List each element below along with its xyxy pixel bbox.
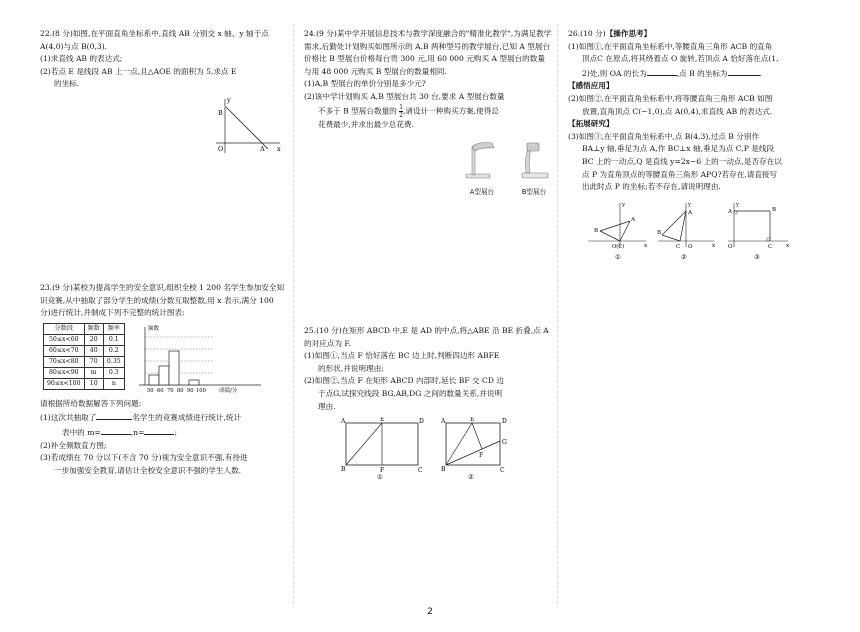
q26-fig2-number: ②: [681, 252, 687, 261]
q26-fig3-label: y: [736, 201, 740, 208]
q25-part1a: (1)如图①,当点 F 恰好落在 BC 边上时,判断四边形 ABFE: [304, 351, 500, 361]
q22-x-label: x: [277, 144, 281, 153]
q26-s2b: 放置,直角顶点 C(−1,0),点 A(0,4),求直线 AB 的表达式.: [582, 106, 773, 116]
q22-A-label: A: [260, 144, 265, 153]
q25-part2a: (2)如图②,当点 F 在矩形 ABCD 内部时,延长 BF 交 CD 边: [304, 376, 504, 386]
question-25: [304, 325, 552, 481]
q26-fig3-label: C: [768, 243, 773, 250]
question-24: [304, 28, 552, 198]
q22-part2a: (2)若点 E 是线段 AB 上一点,且△AOE 的面积为 5,求点 E: [40, 66, 237, 76]
q25-fig2-number: ②: [468, 473, 474, 482]
q25-fig1-label: E: [380, 417, 385, 424]
q25-part1b: 的形状,并说明理由;: [318, 363, 384, 373]
q23-part1: [40, 410, 285, 425]
q25-fig1-label: B: [341, 466, 346, 474]
table-row: [44, 356, 125, 367]
q26-fig1-label: y: [622, 201, 626, 208]
display-stand-a: [462, 137, 502, 198]
table-row: [44, 378, 125, 389]
q26-heading: [568, 28, 818, 41]
display-stand-b: [514, 137, 554, 198]
question-22: [40, 28, 285, 159]
q25-fig1-label: D: [419, 418, 424, 426]
table-cell: n: [103, 378, 124, 389]
q25-fig2-label: F: [479, 452, 484, 460]
q25-part2b: 于点G,试探究线段 BG,AB,DG 之间的数量关系,并说明: [318, 388, 503, 398]
frequency-table-header: [44, 323, 125, 334]
q26-fig1-label: x: [644, 242, 648, 249]
table-cell: 70≤x<80: [44, 356, 85, 367]
table-cell: 50≤x<60: [44, 334, 85, 345]
q26-s1a: (1)如图①,在平面直角坐标系中,等腰直角三角形 ACB 的直角: [568, 41, 773, 51]
answer-blank: [144, 425, 174, 435]
q25-fig1-label: F: [380, 467, 385, 475]
q26-fig2-label: y: [688, 201, 692, 208]
q22-O-label: O: [218, 144, 224, 153]
section-tag-research: 【拓展研究】: [568, 119, 614, 129]
q26-s1c: [568, 66, 818, 81]
hist-tick: 60: [156, 387, 164, 394]
column-middle: [304, 28, 552, 482]
q26-s3c: BC 上的一动点,Q 是直线 y=2x−6 上的一动点,是否存在以: [582, 156, 782, 166]
q25-fig2-label: A: [441, 418, 446, 426]
q26-fig2-label: C: [676, 243, 681, 250]
stand-a-icon: [462, 137, 502, 181]
table-cell: 0.1: [103, 334, 124, 345]
q23-instruction: 请根据所给数据解答下列问题:: [40, 398, 142, 408]
q23-p1-text: ;: [174, 427, 177, 437]
q25-fig2-label: B: [441, 466, 446, 474]
q24-p2-text: 不多于 B 型展台数量的: [318, 106, 397, 116]
column-separator: [293, 24, 294, 604]
hist-tick: 80: [176, 387, 184, 394]
q24-part1: (1)A,B 型展台的单价分别是多少元?: [304, 79, 426, 89]
q26-s1-text: ,点 B 的坐标为: [676, 68, 728, 78]
hist-ylabel: 频数: [147, 325, 159, 332]
q22-stem: 22.(8 分)如图,在平面直角坐标系中,直线 AB 分别交 x 轴、y 轴于点 A(4,0)与点 B(0,3).: [40, 29, 269, 51]
answer-blank: [96, 410, 132, 420]
table-row: [44, 334, 125, 345]
q23-part3b: 一步加强安全教育,请估计全校安全意识不强的学生人数.: [54, 465, 242, 475]
q25-fig2-label: C: [500, 467, 505, 475]
table-header-cell: 分数段: [44, 323, 85, 334]
q23-stem: 23.(9 分)某校为提高学生的安全意识,组织全校 1 200 名学生参加安全知识竞赛,从中抽取了部分学生的成绩(分数互取整数,用 x 表示,满分 100 分)进行统计,并制成下列不完整的统计图表:: [40, 283, 285, 318]
table-cell: 0.35: [103, 356, 124, 367]
column-separator: [557, 24, 558, 604]
q24-part2b: [304, 104, 552, 119]
table-cell: 80≤x<90: [44, 367, 85, 378]
table-cell: 70: [84, 356, 103, 367]
hist-tick: 90: [186, 387, 194, 394]
table-cell: 0.3: [103, 367, 124, 378]
hist-tick: 70: [166, 387, 174, 394]
table-cell: 60≤x<70: [44, 345, 85, 356]
table-cell: 0.2: [103, 345, 124, 356]
q26-fig1-number: ①: [615, 252, 621, 261]
q26-fig3-label: O: [728, 243, 733, 250]
q24-figure: [462, 137, 552, 198]
hist-tick: 50: [146, 387, 154, 394]
q23-part3a: (3)若成绩在 70 分以下(不含 70 分)视为安全意识不强,有待进: [40, 453, 248, 463]
answer-blank: [101, 425, 131, 435]
q26-figure-1: [582, 199, 650, 263]
q25-fig2-label: E: [470, 417, 475, 424]
question-23: [40, 282, 285, 477]
table-cell: 90≤x<100: [44, 378, 85, 389]
q26-s1b: 顶点C 在原点,将其绕着点 O 旋转,若顶点 A 恰好落在点(1,: [582, 54, 779, 64]
answer-blank: [647, 66, 677, 76]
q24-part2d: 花费最少,并求出最少总花费.: [318, 119, 414, 129]
q26-fig2-label: A: [688, 209, 692, 216]
q26-fig3-number: ③: [754, 252, 760, 261]
q22-part1: (1)求直线 AB 的表达式;: [40, 54, 123, 64]
column-left: [40, 28, 285, 475]
q25-fig2-label: G: [502, 439, 507, 447]
q26-s1-text: 2)处,则 OA 的长为: [582, 68, 647, 78]
q25-fig1-number: ①: [377, 473, 383, 482]
table-cell: 20: [84, 334, 103, 345]
section-tag-operation: 【操作思考】: [605, 29, 652, 38]
q25-stem: 25.(10 分)在矩形 ABCD 中,E 是 AD 的中点,将△ABE 沿 BE 折叠,点 A 的对应点为 F.: [304, 326, 549, 348]
table-cell: 10: [84, 378, 103, 389]
answer-blank: [728, 66, 760, 76]
q26-s2a: (2)如图②,在平面直角坐标系中,将等腰直角三角形 ACB 如图: [568, 93, 773, 103]
column-right: [568, 28, 818, 263]
hist-tick: 100: [195, 387, 206, 394]
page-number: 2: [427, 607, 433, 617]
q22-B-label: B: [218, 108, 223, 117]
table-header-cell: 频率: [103, 323, 124, 334]
table-cell: m: [84, 367, 103, 378]
q26-fig2-label: O: [688, 243, 693, 250]
q26-fig3-label: x: [786, 242, 790, 249]
q22-figure: [40, 93, 285, 159]
q26-figure-2: [654, 199, 718, 263]
stand-b-caption: B型展台: [521, 187, 547, 196]
q23-p1-text: (1)这次共抽取了: [40, 413, 97, 423]
q26-fig3-label: A: [728, 208, 732, 215]
q23-p1-text: 表中的 m=: [62, 427, 101, 437]
q26-fig3-label: B: [772, 206, 777, 213]
q25-figure-2: [440, 417, 524, 481]
q22-part2b: 的坐标.: [54, 79, 80, 89]
q26-fig2-label: B: [657, 229, 662, 236]
stand-b-icon: [514, 137, 554, 181]
q26-s3a: (3)如图③,在平面直角坐标系中,点 B(4,3),过点 B 分别作: [568, 131, 760, 141]
q25-fig2-label: D: [502, 418, 507, 426]
q26-s3e: 出此时点 P 的坐标;若不存在,请说明理由.: [582, 182, 721, 192]
q24-part2a: (2)该中学计划购买 A,B 型展台共 30 台,要求 A 型展台数量: [304, 91, 505, 101]
q24-stem: 24.(9 分)某中学开展信息技术与教学深度融合的"精准化教学",为满足教学需求,后勤处计划购买如图所示的 A,B 两种型号的教学展台,已知 A 型展台价格比 B 型展台价格每台贵 300 元,用 60 000 元购买 A 型展台的数量与用 48 000 元购买 B 型展台的数量相同.: [304, 29, 552, 76]
q23-part1-cont: [40, 425, 285, 440]
q26-stem: 26.(10 分): [568, 29, 606, 38]
table-row: [44, 367, 125, 378]
stand-a-caption: A型展台: [469, 187, 495, 196]
question-26: [568, 28, 818, 263]
q23-p1-text: ,n=: [130, 427, 145, 437]
q25-figure-1: [340, 417, 424, 481]
q26-s3b: BA⊥y 轴,垂足为点 A,作 BC⊥x 轴,垂足为点 C,P 是线段: [582, 144, 775, 154]
q25-fig1-label: A: [341, 418, 346, 426]
q24-p2-text: ,请设计一种购买方案,使得总: [403, 106, 499, 116]
table-row: [44, 345, 125, 356]
fraction-numerator: 1: [399, 103, 404, 111]
hist-xlabel: 成绩/分: [218, 387, 238, 394]
table-cell: 40: [84, 345, 103, 356]
q25-fig1-label: C: [418, 467, 423, 475]
q23-p1-text: 名学生的竞赛成绩进行统计,统计: [132, 413, 242, 423]
q26-fig1-label: A: [631, 216, 635, 223]
section-tag-application: 【感悟应用】: [568, 81, 614, 91]
q26-s3d: 点 P 为直角顶点的等腰直角三角形 APQ?若存在,请直接写: [582, 169, 778, 179]
q22-y-label: y: [227, 95, 231, 104]
q26-fig2-label: x: [712, 242, 716, 249]
frequency-histogram: [133, 323, 263, 395]
q23-part2: (2)补全频数直方图;: [40, 440, 107, 450]
frequency-table: [43, 323, 125, 390]
q26-fig1-label: B: [594, 227, 599, 234]
q26-s1-text: .: [759, 68, 762, 78]
table-header-cell: 频数: [84, 323, 103, 334]
fraction-denominator: 2: [399, 111, 404, 119]
q26-figure-3: [722, 199, 792, 263]
q26-fig1-label: O(C): [612, 243, 625, 250]
q25-part2c: 理由.: [318, 401, 336, 411]
